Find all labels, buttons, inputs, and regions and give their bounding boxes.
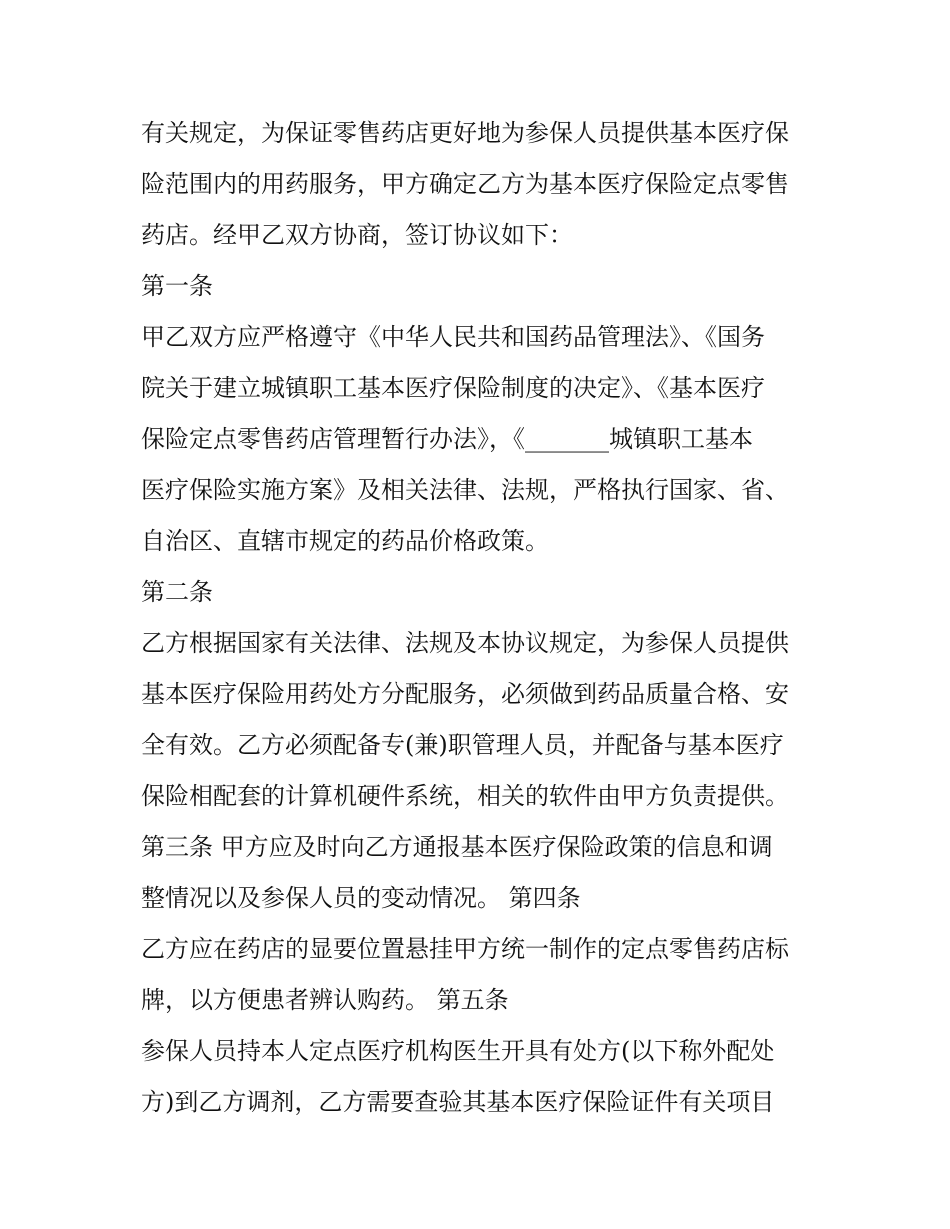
text-line: 院关于建立城镇职工基本医疗保险制度的决定》、《基本医疗 — [141, 374, 765, 402]
text-line: 保险相配套的计算机硬件系统，相关的软件由甲方负责提供。 — [141, 782, 789, 810]
text-line: 保险定点零售药店管理暂行办法》，《_______城镇职工基本 — [141, 425, 753, 453]
text-line: 整情况以及参保人员的变动情况。 第四条 — [141, 884, 581, 912]
text-line: 自治区、直辖市规定的药品价格政策。 — [141, 527, 549, 555]
text-line: 险范围内的用药服务，甲方确定乙方为基本医疗保险定点零售 — [141, 170, 789, 198]
article-heading: 第一条 — [141, 272, 213, 300]
text-line: 有关规定，为保证零售药店更好地为参保人员提供基本医疗保 — [141, 119, 789, 147]
text-line: 第三条 甲方应及时向乙方通报基本医疗保险政策的信息和调 — [141, 833, 773, 861]
text-line: 全有效。乙方必须配备专(兼)职管理人员，并配备与基本医疗 — [141, 731, 784, 759]
text-line: 医疗保险实施方案》及相关法律、法规，严格执行国家、省、 — [141, 476, 789, 504]
text-line: 药店。经甲乙双方协商，签订协议如下： — [141, 221, 573, 249]
article-heading: 第二条 — [141, 578, 213, 606]
text-line: 甲乙双方应严格遵守《中华人民共和国药品管理法》、《国务 — [141, 323, 765, 351]
text-line: 牌，以方便患者辨认购药。 第五条 — [141, 986, 509, 1014]
text-line: 乙方根据国家有关法律、法规及本协议规定，为参保人员提供 — [141, 629, 789, 657]
text-line: 乙方应在药店的显要位置悬挂甲方统一制作的定点零售药店标 — [141, 935, 789, 963]
text-line: 方)到乙方调剂，乙方需要查验其基本医疗保险证件有关项目 — [141, 1088, 775, 1116]
document-body — [141, 108, 821, 1128]
text-line: 基本医疗保险用药处方分配服务，必须做到药品质量合格、安 — [141, 680, 789, 708]
text-line: 参保人员持本人定点医疗机构医生开具有处方(以下称外配处 — [141, 1037, 775, 1065]
